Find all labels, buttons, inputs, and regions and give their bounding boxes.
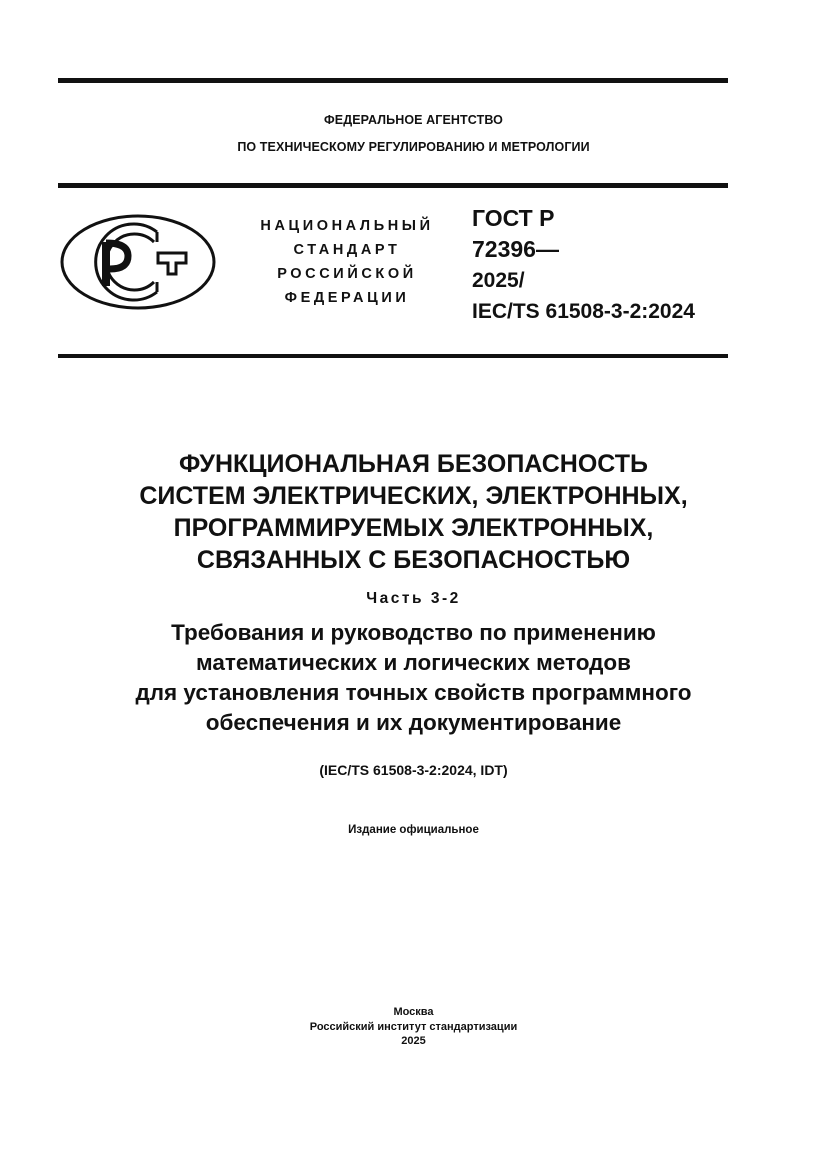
document-title: [0, 448, 827, 576]
designation-line-4: IEC/TS 61508-3-2:2024: [472, 300, 695, 323]
subtitle-line-2: математических и логических методов: [195, 650, 632, 675]
imprint-publisher: Российский институт стандартизации: [309, 1020, 518, 1033]
part-number: Часть 3-2: [366, 590, 461, 607]
title-line-2: СИСТЕМ ЭЛЕКТРИЧЕСКИХ, ЭЛЕКТРОННЫХ,: [139, 482, 688, 510]
natstd-line-2: СТАНДАРТ: [293, 242, 401, 258]
subtitle-line-4: обеспечения и их документирование: [205, 710, 622, 735]
subtitle-line-3: для установления точных свойств программного: [135, 680, 692, 705]
natstd-line-1: НАЦИОНАЛЬНЫЙ: [260, 218, 434, 234]
document-subtitle: [0, 618, 827, 738]
designation-line-2: 72396—: [472, 236, 559, 262]
rst-logo-icon: [58, 212, 218, 312]
designation-rule: [58, 354, 728, 358]
natstd-line-4: ФЕДЕРАЦИИ: [284, 290, 410, 306]
top-rule: [58, 78, 728, 83]
header-rule: [58, 183, 728, 188]
title-line-1: ФУНКЦИОНАЛЬНАЯ БЕЗОПАСНОСТЬ: [179, 450, 648, 478]
edition-label: Издание официальное: [348, 824, 479, 836]
title-line-4: СВЯЗАННЫХ С БЕЗОПАСНОСТЬЮ: [196, 546, 631, 574]
title-line-3: ПРОГРАММИРУЕМЫХ ЭЛЕКТРОННЫХ,: [173, 514, 654, 542]
national-standard-label: [238, 214, 456, 310]
international-reference: (IEC/TS 61508-3-2:2024, IDT): [319, 762, 508, 778]
agency-line-1: ФЕДЕРАЛЬНОЕ АГЕНТСТВО: [324, 113, 503, 127]
designation-line-1: ГОСТ Р: [472, 205, 555, 231]
imprint-city: Москва: [393, 1006, 434, 1018]
designation-line-3: 2025/: [472, 269, 525, 292]
agency-line-2: ПО ТЕХНИЧЕСКОМУ РЕГУЛИРОВАНИЮ И МЕТРОЛОГИИ: [237, 140, 590, 154]
imprint: [0, 1005, 827, 1049]
natstd-line-3: РОССИЙСКОЙ: [277, 266, 417, 282]
subtitle-line-1: Требования и руководство по применению: [171, 620, 656, 645]
imprint-year: 2025: [401, 1035, 426, 1047]
standard-designation: [472, 203, 695, 327]
